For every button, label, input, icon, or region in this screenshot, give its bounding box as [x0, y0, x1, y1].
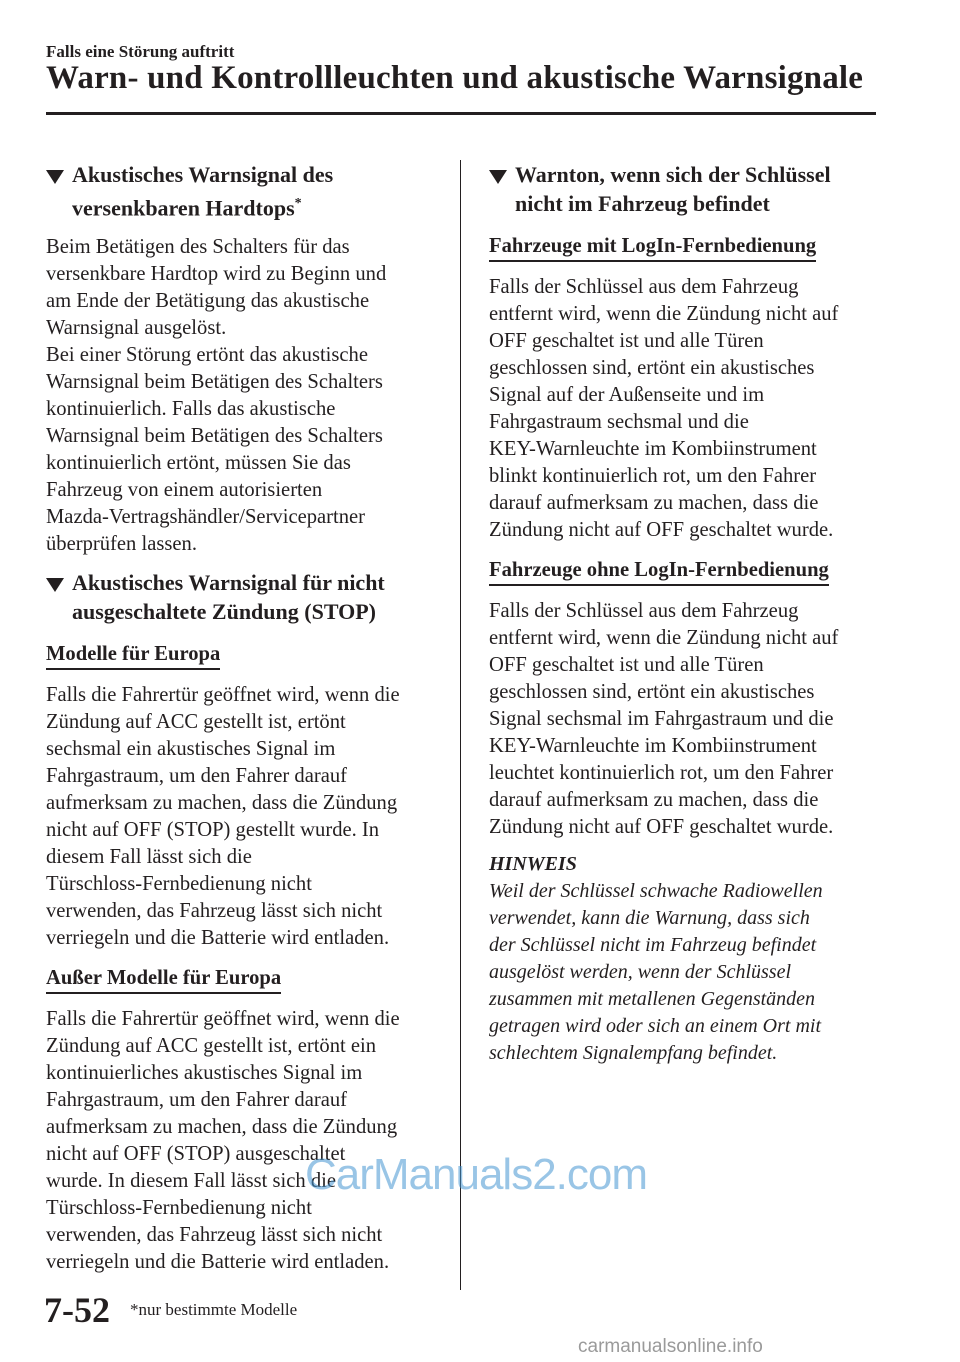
text-line: leuchtet kontinuierlich rot, um den Fahrer — [489, 762, 834, 784]
title-rule — [46, 112, 876, 115]
text-line: nicht auf OFF (STOP) ausgeschaltet — [46, 1143, 346, 1166]
heading-ignition-warning — [46, 568, 446, 626]
text-line: Fahrgastraum, um den Fahrer darauf — [46, 1089, 347, 1112]
text-line: getragen wird oder sich an einem Ort mit — [489, 1015, 822, 1037]
text-line: diesem Fall lässt sich die — [46, 846, 252, 869]
text-line: Zündung auf ACC gestellt ist, ertönt ein — [46, 1035, 377, 1058]
text-line: Falls der Schlüssel aus dem Fahrzeug — [489, 600, 799, 622]
text-line: OFF geschaltet ist und alle Türen — [489, 330, 764, 352]
heading-hardtop-warning — [46, 160, 446, 222]
subheading-europe: Modelle für Europa — [46, 642, 220, 670]
text-line: KEY-Warnleuchte im Kombiinstrument — [489, 735, 817, 757]
text-line: Fahrzeug von einem autorisierten — [46, 479, 323, 502]
text-line: Warnsignal beim Betätigen des Schalters — [46, 425, 383, 448]
text-line: Fahrgastraum sechsmal und die — [489, 411, 749, 433]
text-line: zusammen mit metallenen Gegenständen — [489, 988, 816, 1010]
triangle-bullet-icon — [489, 170, 507, 184]
paragraph-hardtop — [46, 234, 446, 558]
right-column — [489, 160, 889, 1067]
text-line: überprüfen lassen. — [46, 533, 197, 556]
text-line: verwendet, kann die Warnung, dass sich — [489, 907, 810, 929]
text-line: Zündung nicht auf OFF geschaltet wurde. — [489, 816, 834, 838]
text-line: am Ende der Betätigung das akustische — [46, 290, 370, 313]
note-text — [489, 878, 889, 1067]
text-line: entfernt wird, wenn die Zündung nicht auf — [489, 627, 839, 649]
text-line: wurde. In diesem Fall lässt sich die — [46, 1170, 336, 1193]
text-line: Signal sechsmal im Fahrgastraum und die — [489, 708, 834, 730]
triangle-bullet-icon — [46, 578, 64, 592]
text-line: kontinuierliches akustisches Signal im — [46, 1062, 363, 1085]
paragraph-non-europe — [46, 1006, 446, 1276]
text-line: Warnsignal ausgelöst. — [46, 317, 227, 340]
text-line: ausgelöst werden, wenn der Schlüssel — [489, 961, 792, 983]
left-column — [46, 160, 446, 1286]
paragraph-without-login — [489, 598, 889, 841]
text-line: darauf aufmerksam zu machen, dass die — [489, 789, 819, 811]
text-line: verriegeln und die Batterie wird entladen. — [46, 1251, 390, 1274]
text-line: entfernt wird, wenn die Zündung nicht auf — [489, 303, 839, 325]
paragraph-europe — [46, 682, 446, 952]
page-number: 7-52 — [44, 1290, 110, 1330]
text-line: Beim Betätigen des Schalters für das — [46, 236, 350, 259]
text-line: Signal auf der Außenseite und im — [489, 384, 765, 406]
text-line: versenkbare Hardtop wird zu Beginn und — [46, 263, 387, 286]
text-line: Bei einer Störung ertönt das akustische — [46, 344, 368, 367]
text-line: nicht auf OFF (STOP) gestellt wurde. In — [46, 819, 380, 842]
text-line: sechsmal ein akustisches Signal im — [46, 738, 336, 761]
text-line: schlechtem Signalempfang befindet. — [489, 1042, 778, 1064]
page-title: Warn- und Kontrollleuchten und akustische Warnsignale — [46, 60, 864, 96]
triangle-bullet-icon — [46, 170, 64, 184]
subheading-with-login: Fahrzeuge mit LogIn-Fernbedienung — [489, 234, 816, 262]
text-line: KEY-Warnleuchte im Kombiinstrument — [489, 438, 817, 460]
text-line: Warnsignal beim Betätigen des Schalters — [46, 371, 383, 394]
watermark-logo: CarManuals2.com — [305, 1150, 648, 1199]
text-line: Fahrgastraum, um den Fahrer darauf — [46, 765, 347, 788]
text-line: Falls die Fahrertür geöffnet wird, wenn die — [46, 684, 400, 707]
subheading-non-europe: Außer Modelle für Europa — [46, 966, 281, 994]
text-line: Falls die Fahrertür geöffnet wird, wenn die — [46, 1008, 400, 1031]
watermark-url: carmanualsonline.info — [578, 1336, 763, 1357]
heading-line: Akustisches Warnsignal des — [72, 162, 334, 187]
text-line: geschlossen sind, ertönt ein akustisches — [489, 681, 815, 703]
subheading-without-login: Fahrzeuge ohne LogIn-Fernbedienung — [489, 558, 829, 586]
text-line: aufmerksam zu machen, dass die Zündung — [46, 792, 398, 815]
text-line: Zündung auf ACC gestellt ist, ertönt — [46, 711, 346, 734]
text-line: Zündung nicht auf OFF geschaltet wurde. — [489, 519, 834, 541]
heading-line: ausgeschaltete Zündung (STOP) — [72, 599, 376, 625]
text-line: verwenden, das Fahrzeug lässt sich nicht — [46, 900, 383, 923]
text-line: aufmerksam zu machen, dass die Zündung — [46, 1116, 398, 1139]
text-line: Weil der Schlüssel schwache Radiowellen — [489, 880, 823, 902]
text-line: Falls der Schlüssel aus dem Fahrzeug — [489, 276, 799, 298]
text-line: kontinuierlich. Falls das akustische — [46, 398, 336, 421]
text-line: Türschloss-Fernbedienung nicht — [46, 873, 312, 896]
heading-line: nicht im Fahrzeug befindet — [515, 191, 770, 216]
text-line: verriegeln und die Batterie wird entladen. — [46, 927, 390, 950]
text-line: verwenden, das Fahrzeug lässt sich nicht — [46, 1224, 383, 1247]
footnote-marker: * — [294, 196, 302, 211]
note-title: HINWEIS — [489, 853, 577, 875]
heading-line: Warnton, wenn sich der Schlüssel — [515, 162, 831, 187]
text-line: blinkt kontinuierlich rot, um den Fahrer — [489, 465, 817, 487]
text-line: OFF geschaltet ist und alle Türen — [489, 654, 764, 676]
heading-key-warning — [489, 160, 889, 218]
footnote: *nur bestimmte Modelle — [130, 1300, 298, 1319]
heading-line: versenkbaren Hardtops — [72, 195, 295, 221]
heading-line: Akustisches Warnsignal für nicht — [72, 570, 385, 596]
paragraph-with-login — [489, 274, 889, 544]
section-label: Falls eine Störung auftritt — [46, 42, 235, 61]
text-line: darauf aufmerksam zu machen, dass die — [489, 492, 819, 514]
text-line: der Schlüssel nicht im Fahrzeug befindet — [489, 934, 817, 956]
text-line: geschlossen sind, ertönt ein akustisches — [489, 357, 815, 379]
text-line: Türschloss-Fernbedienung nicht — [46, 1197, 312, 1220]
text-line: kontinuierlich ertönt, müssen Sie das — [46, 452, 351, 475]
column-divider — [460, 160, 461, 1290]
text-line: Mazda-Vertragshändler/Servicepartner — [46, 506, 366, 529]
